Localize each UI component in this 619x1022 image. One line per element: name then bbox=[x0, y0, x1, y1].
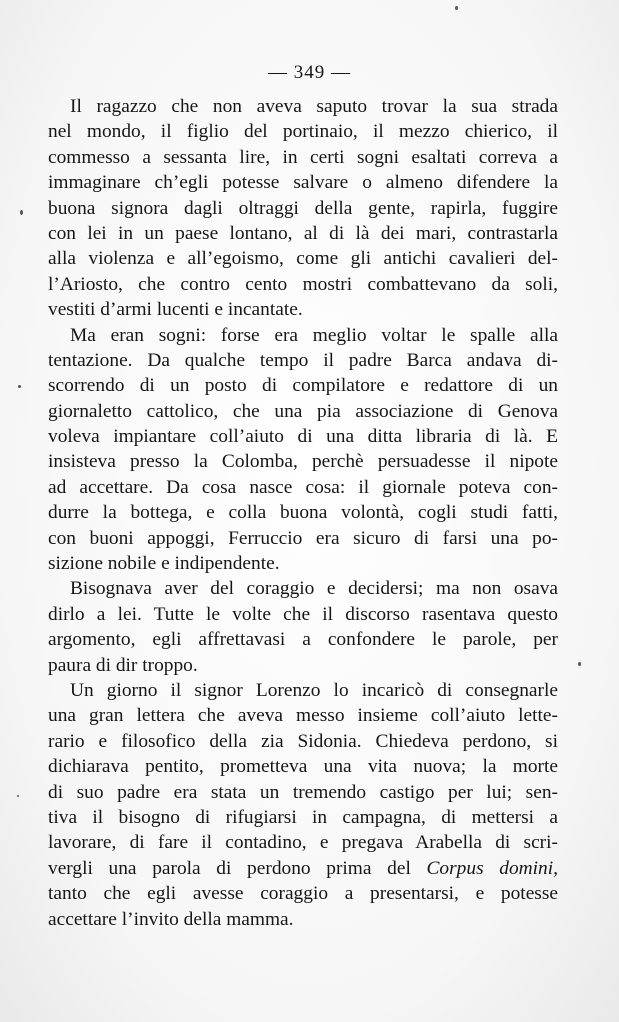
text-line-with-italic bbox=[48, 856, 558, 881]
text-line: Bisognava aver del coraggio e decidersi; ma non osava bbox=[70, 578, 558, 600]
text-line: dichiarava pentito, prometteva una vita nuova; la morte bbox=[48, 756, 558, 778]
text-line: argomento, egli affrettavasi a confondere le parole, per bbox=[48, 629, 558, 651]
text-line: commesso a sessanta lire, in certi sogni esaltati correva a bbox=[48, 146, 558, 168]
text-line: lavorare, di fare il contadino, e pregava Arabella di scri- bbox=[48, 832, 558, 854]
text-line: vestiti d’armi lucenti e incantate. bbox=[48, 299, 303, 321]
page-number: — 349 — bbox=[268, 62, 351, 83]
text-line: tentazione. Da qualche tempo il padre Barca andava di- bbox=[48, 349, 558, 371]
italic-title: Corpus domini, bbox=[426, 857, 558, 879]
scan-speck bbox=[578, 662, 581, 666]
scan-speck bbox=[17, 795, 19, 797]
text-line: insisteva presso la Colomba, perchè persuadesse il nipote bbox=[48, 451, 558, 473]
text-line: nel mondo, il figlio del portinaio, il mezzo chierico, il bbox=[48, 121, 558, 143]
paragraph-4 bbox=[48, 678, 558, 932]
scan-speck bbox=[18, 385, 21, 388]
paragraph-2 bbox=[48, 323, 558, 577]
text-line: immaginare ch’egli potesse salvare o almeno difendere la bbox=[48, 172, 558, 194]
text-line: durre la bottega, e colla buona volontà, cogli studi fatti, bbox=[48, 502, 558, 524]
text-line: accettare l’invito della mamma. bbox=[48, 908, 294, 930]
paragraph-3 bbox=[48, 576, 558, 678]
text-line: dirlo a lei. Tutte le volte che il discorso rasentava questo bbox=[48, 603, 558, 625]
text-line: voleva impiantare coll’aiuto di una ditta libraria di là. E bbox=[48, 426, 558, 448]
body-text bbox=[48, 94, 558, 932]
paragraph-1 bbox=[48, 94, 558, 323]
text-line: con lei in un paese lontano, al di là dei mari, contrastarla bbox=[48, 222, 558, 244]
text-line: Il ragazzo che non aveva saputo trovar la sua strada bbox=[70, 96, 558, 117]
text-line: tiva il bisogno di rifugiarsi in campagna, di mettersi a bbox=[48, 806, 558, 828]
text-line: con buoni appoggi, Ferruccio era sicuro di farsi una po- bbox=[48, 527, 558, 549]
scan-speck bbox=[20, 210, 23, 215]
text-line: paura di dir troppo. bbox=[48, 654, 198, 676]
text-line: una gran lettera che aveva messo insieme coll’aiuto lette- bbox=[48, 705, 558, 727]
text-line: di suo padre era stata un tremendo castigo per lui; sen- bbox=[48, 781, 558, 803]
text-line: tanto che egli avesse coraggio a presentarsi, e potesse bbox=[48, 883, 558, 905]
text-line: sizione nobile e indipendente. bbox=[48, 553, 280, 575]
text-line: l’Ariosto, che contro cento mostri combattevano da soli, bbox=[48, 273, 558, 295]
text-line: rario e filosofico della zia Sidonia. Chiedeva perdono, si bbox=[48, 730, 558, 752]
text-line: giornaletto cattolico, che una pia associazione di Genova bbox=[48, 400, 558, 422]
text-line: alla violenza e all’egoismo, come gli antichi cavalieri del- bbox=[48, 248, 558, 270]
text-line: scorrendo di un posto di compilatore e redattore di un bbox=[48, 375, 558, 397]
text-line: Ma eran sogni: forse era meglio voltar le spalle alla bbox=[70, 324, 558, 346]
text-line: Un giorno il signor Lorenzo lo incaricò di consegnarle bbox=[70, 679, 558, 701]
text-line: buona signora dagli oltraggi della gente, rapirla, fuggire bbox=[48, 197, 558, 219]
text-fragment: vergli una parola di perdono prima del bbox=[48, 857, 427, 879]
scan-speck bbox=[455, 6, 458, 10]
text-line: ad accettare. Da cosa nasce cosa: il giornale poteva con- bbox=[48, 476, 558, 498]
